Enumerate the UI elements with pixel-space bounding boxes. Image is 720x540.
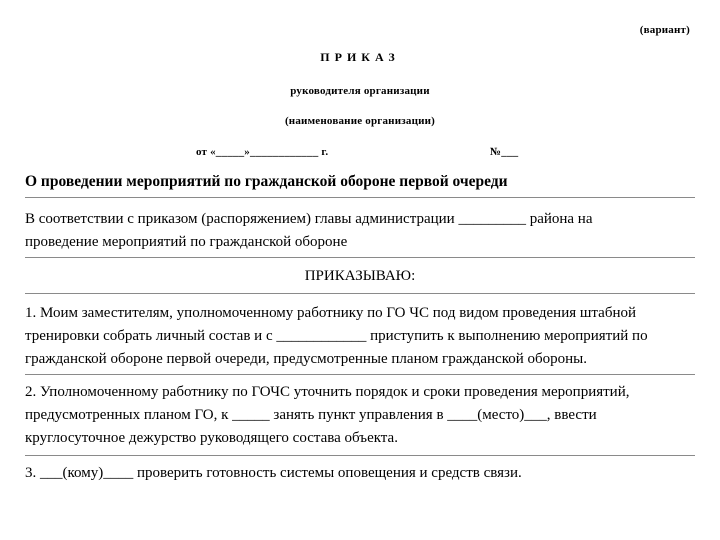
paragraph-line: гражданской обороне первой очереди, предусмотренные планом гражданской обороны. bbox=[25, 351, 587, 367]
paragraph-line: 3. ___(кому)____ проверить готовность системы оповещения и средств связи. bbox=[25, 465, 522, 481]
paragraph-line: круглосуточное дежурство руководящего состава объекта. bbox=[25, 430, 398, 446]
paragraph-line: 2. Уполномоченному работнику по ГОЧС уточнить порядок и сроки проведения мероприятий, bbox=[25, 384, 630, 400]
date-line: от «_____»____________ г. bbox=[196, 146, 329, 158]
order-number-line: №___ bbox=[490, 146, 519, 158]
organization-name-placeholder: (наименование организации) bbox=[284, 115, 436, 127]
divider-rule bbox=[25, 293, 695, 294]
preamble-paragraph bbox=[25, 208, 695, 254]
paragraph-line: 1. Моим заместителям, уполномоченному работнику по ГО ЧС под видом проведения штабной bbox=[25, 305, 637, 321]
divider-rule bbox=[25, 455, 695, 456]
order-item-1 bbox=[25, 302, 695, 371]
document-heading: О проведении мероприятий по гражданской обороне первой очереди bbox=[25, 173, 508, 190]
paragraph-line: предусмотренных планом ГО, к _____ занять пункт управления в ____(место)___, ввести bbox=[25, 407, 597, 423]
divider-rule bbox=[25, 257, 695, 258]
divider-rule bbox=[25, 374, 695, 375]
paragraph-line: В соответствии с приказом (распоряжением) главы администрации _________ района на bbox=[25, 211, 593, 227]
order-item-2 bbox=[25, 381, 695, 450]
order-word: ПРИКАЗЫВАЮ: bbox=[304, 268, 416, 284]
paragraph-line: тренировки собрать личный состав и с ____________ приступить к выполнению мероприятий по bbox=[25, 328, 648, 344]
variant-label: (вариант) bbox=[639, 24, 690, 36]
issuer-line: руководителя организации bbox=[290, 85, 430, 97]
paragraph-line: проведение мероприятий по гражданской обороне bbox=[25, 234, 348, 250]
order-item-3 bbox=[25, 462, 695, 485]
divider-rule bbox=[25, 197, 695, 198]
document-title: ПРИКАЗ bbox=[320, 50, 400, 64]
